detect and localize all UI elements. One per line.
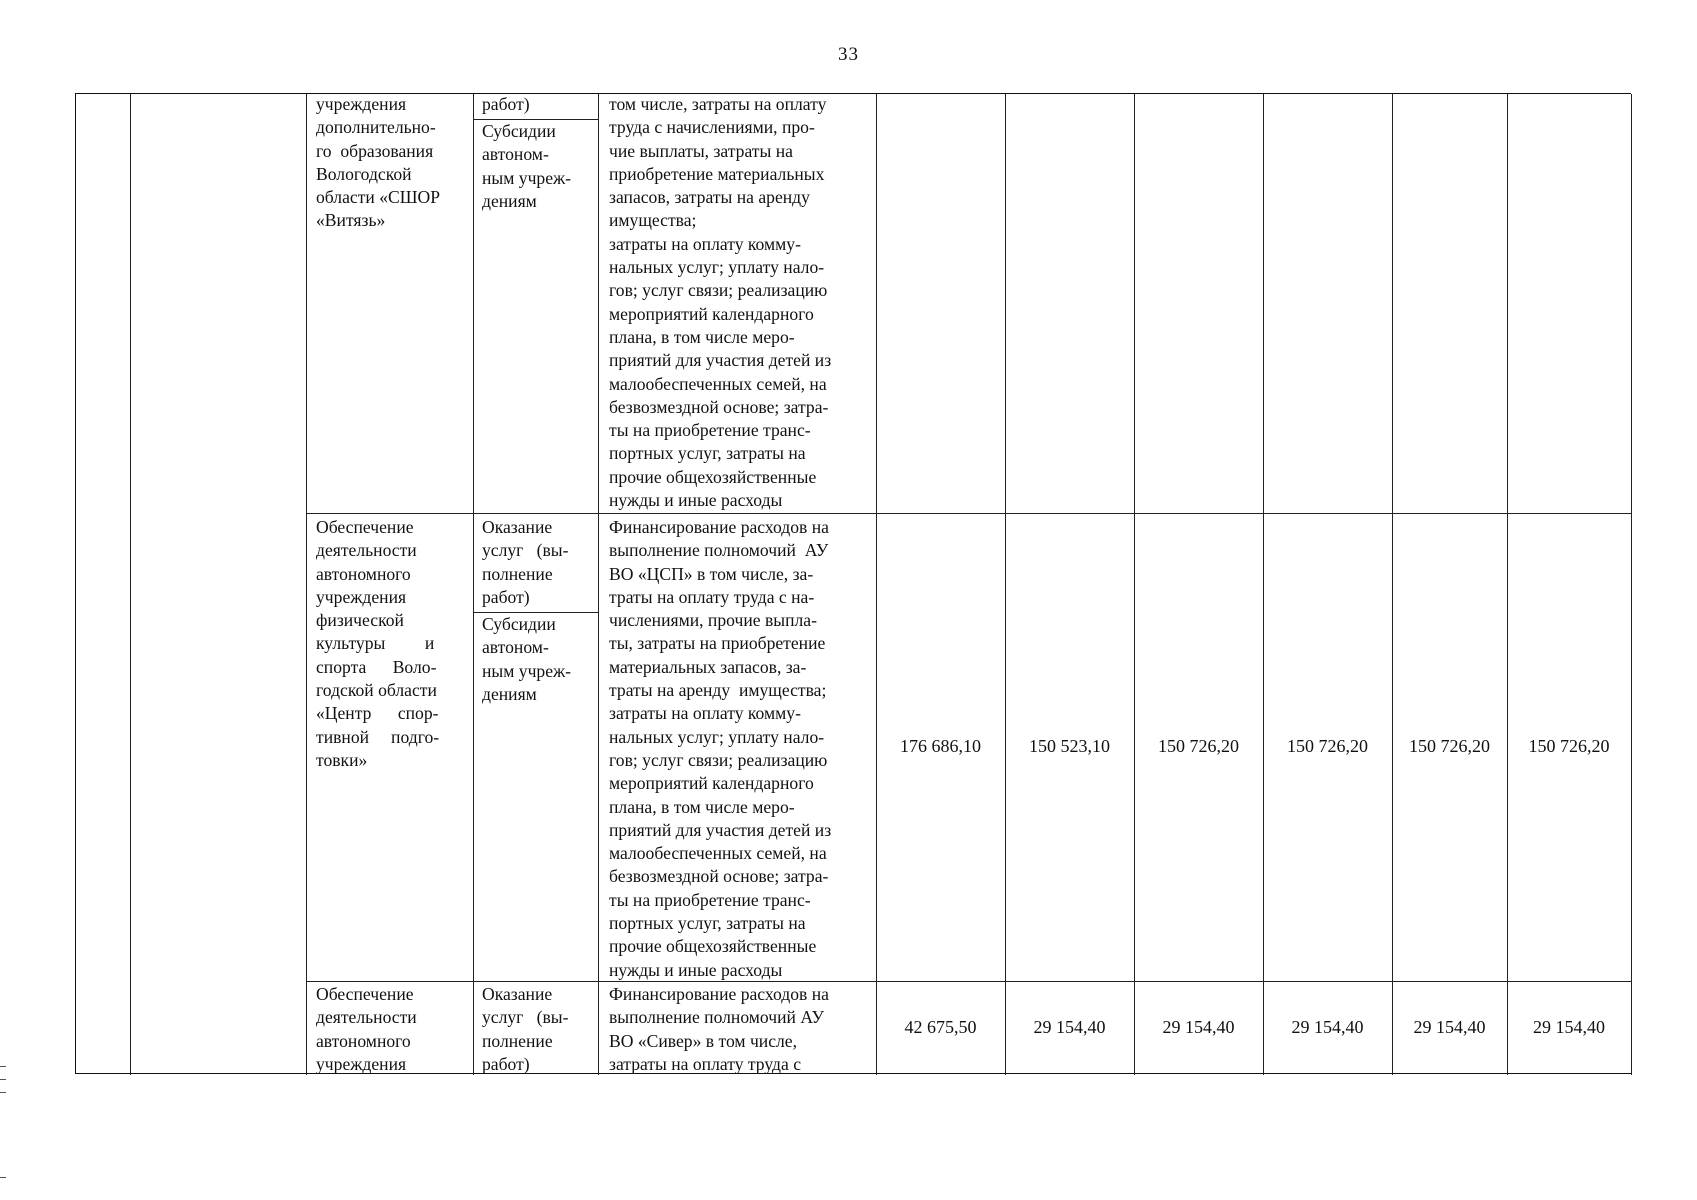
row3-value: 29 154,40 (1162, 1017, 1235, 1037)
row3-value: 29 154,40 (1413, 1017, 1486, 1037)
row1-type-top-cell: работ) (482, 94, 530, 114)
row2-value: 176 686,10 (900, 736, 981, 756)
column-divider (1263, 94, 1264, 1075)
column-divider (598, 94, 599, 1075)
row3-type-top-cell: Оказание услуг (вы- полнение работ) (482, 984, 569, 1074)
row3-name-cell: Обеспечение деятельности автономного учреждения (316, 984, 417, 1074)
row-divider (306, 981, 1632, 982)
row-divider (306, 513, 1632, 514)
row1-name-cell: учреждения дополнительно- го образования Вологодской области «СШОР «Витязь» (316, 94, 440, 231)
column-divider (1507, 94, 1508, 1075)
scan-artifact (0, 1079, 6, 1080)
row2-value: 150 523,10 (1029, 736, 1110, 756)
row2-type-bottom-cell: Субсидии автоном- ным учреж- дениям (482, 614, 572, 704)
row3-value: 29 154,40 (1533, 1017, 1605, 1037)
row1-type-bottom-cell: Субсидии автоном- ным учреж- дениям (482, 121, 572, 211)
column-divider (1392, 94, 1393, 1075)
column-divider (876, 94, 877, 1075)
column-divider (1134, 94, 1135, 1075)
row2-name-cell: Обеспечение деятельности автономного учреждения физической культуры и спорта Воло- годской области «Центр спор- тивной подго- товки» (316, 517, 440, 770)
budget-table (75, 93, 1631, 1074)
row2-value: 150 726,20 (1528, 736, 1610, 756)
column-divider (130, 94, 131, 1075)
scan-artifact (0, 1177, 6, 1178)
row2-description-cell: Финансирование расходов на выполнение полномочий АУ ВО «ЦСП» в том числе, за- траты на оплату труда с на- числениями, прочие выпла- ты, затраты на приобретение материальных запасов, за- траты на аренду имущества; затраты на оплату комму- нальных услуг; уплату нало- гов; услуг связи; реализацию мероприятий календарного плана, в том числе меро- приятий для участия детей из малообеспеченных семей, на безвозмездной основе; затра- ты на приобретение транс- портных услуг, затраты на прочие общехозяйственные нужды и иные расходы (609, 517, 832, 980)
scan-artifact (0, 1066, 6, 1067)
page-number: 33 (838, 44, 859, 65)
column-divider (473, 94, 474, 1075)
row3-value: 42 675,50 (904, 1017, 977, 1037)
scan-artifact (0, 1092, 6, 1093)
row1-description-cell: том числе, затраты на оплату труда с начислениями, про- чие выплаты, затраты на приобретение материальных запасов, затраты на аренду имущества; затраты на оплату комму- нальных услуг; уплату нало- гов; услуг связи; реализацию мероприятий календарного плана, в том числе меро- приятий для участия детей из малообеспеченных семей, на безвозмездной основе; затра- ты на приобретение транс- портных услуг, затраты на прочие общехозяйственные нужды и иные расходы (609, 94, 832, 511)
row2-value: 150 726,20 (1409, 736, 1490, 756)
row3-value: 29 154,40 (1033, 1017, 1106, 1037)
column-divider (1005, 94, 1006, 1075)
row3-description-cell: Финансирование расходов на выполнение полномочий АУ ВО «Сивер» в том числе, затраты на оплату труда с (609, 984, 829, 1074)
row2-type-top-cell: Оказание услуг (вы- полнение работ) (482, 517, 569, 607)
row2-value: 150 726,20 (1158, 736, 1239, 756)
row2-value: 150 726,20 (1287, 736, 1368, 756)
column-divider (306, 94, 307, 1075)
row3-value: 29 154,40 (1291, 1017, 1364, 1037)
column-divider (1631, 94, 1632, 1075)
